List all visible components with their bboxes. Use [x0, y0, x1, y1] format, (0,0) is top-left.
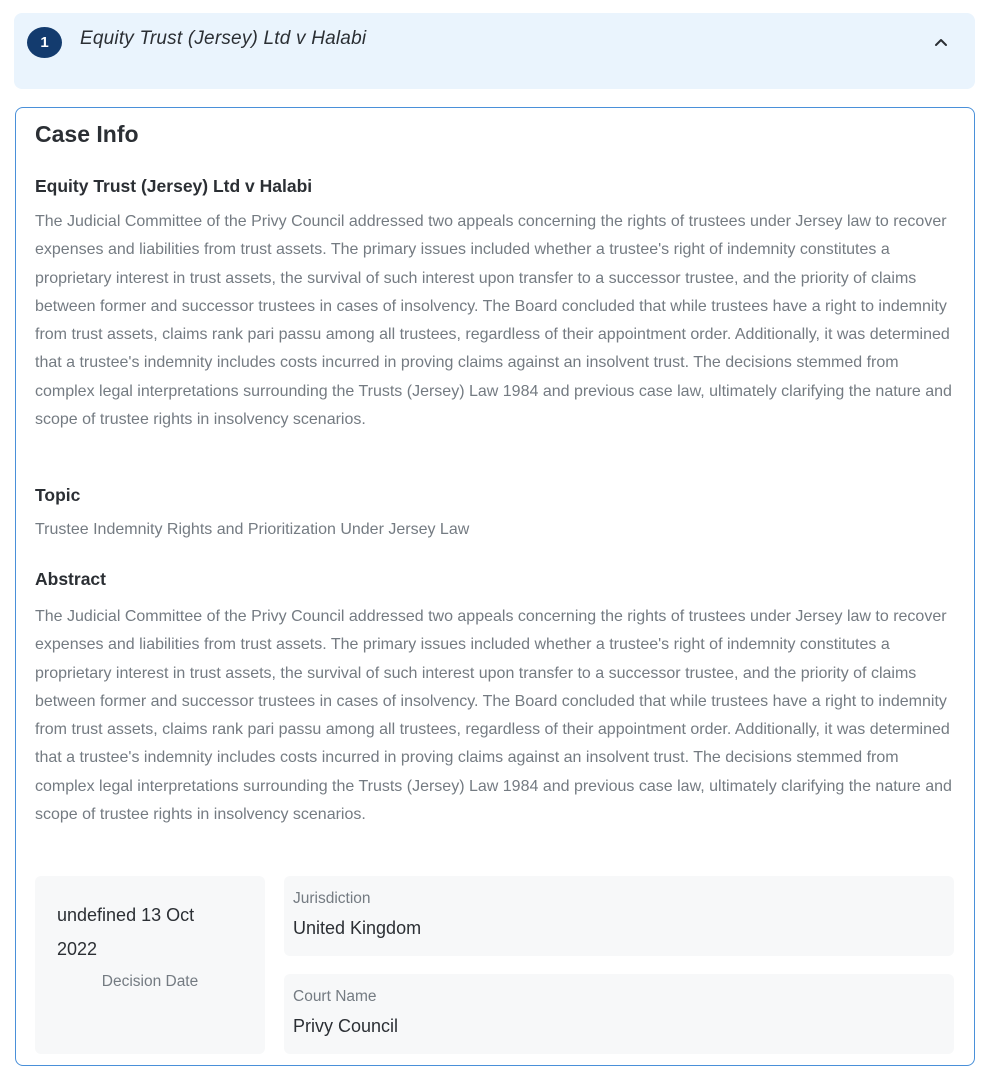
court-name-value: Privy Council: [293, 1016, 399, 1036]
accordion-title: Equity Trust (Jersey) Ltd v Halabi: [80, 28, 367, 49]
topic-heading: Topic: [35, 485, 81, 505]
jurisdiction-value: United Kingdom: [293, 918, 422, 938]
decision-date-label: Decision Date: [101, 973, 199, 990]
decision-date-box: [35, 876, 265, 1054]
decision-date-value: undefined 13 Oct 2022: [57, 905, 195, 959]
case-info-card: [15, 107, 975, 1066]
card-title: Case Info: [35, 121, 139, 147]
jurisdiction-label: Jurisdiction: [293, 890, 371, 907]
jurisdiction-box: [284, 876, 954, 956]
case-name: Equity Trust (Jersey) Ltd v Halabi: [35, 176, 313, 196]
case-number-badge: 1: [27, 27, 62, 58]
case-summary: The Judicial Committee of the Privy Council addressed two appeals concerning the rights of trustees under Jersey law to recover expenses and liabilities from trust assets. The primary issues included whether a trustee's right of indemnity constitutes a proprietary interest in trust assets, the survival of such interest upon transfer to a successor trustee, and the priority of claims between former and successor trustees in cases of insolvency. The Board concluded that while trustees have a right to indemnity from trust assets, claims rank pari passu among all trustees, regardless of their appointment order. Additionally, it was determined that a trustee's indemnity includes costs incurred in proving claims against an insolvent trust. The decisions stemmed from complex legal interpretations surrounding the Trusts (Jersey) Law 1984 and previous case law, ultimately clarifying the nature and scope of trustee rights in insolvency scenarios.: [35, 213, 952, 429]
abstract-heading: Abstract: [35, 569, 106, 589]
topic-value: Trustee Indemnity Rights and Prioritization Under Jersey Law: [35, 521, 470, 538]
court-name-box: [284, 974, 954, 1054]
case-accordion-header[interactable]: [14, 13, 975, 89]
court-name-label: Court Name: [293, 988, 377, 1005]
chevron-up-icon[interactable]: [931, 32, 951, 52]
abstract-text: The Judicial Committee of the Privy Council addressed two appeals concerning the rights of trustees under Jersey law to recover expenses and liabilities from trust assets. The primary issues included whether a trustee's right of indemnity constitutes a proprietary interest in trust assets, the survival of such interest upon transfer to a successor trustee, and the priority of claims between former and successor trustees in cases of insolvency. The Board concluded that while trustees have a right to indemnity from trust assets, claims rank pari passu among all trustees, regardless of their appointment order. Additionally, it was determined that a trustee's indemnity includes costs incurred in proving claims against an insolvent trust. The decisions stemmed from complex legal interpretations surrounding the Trusts (Jersey) Law 1984 and previous case law, ultimately clarifying the nature and scope of trustee rights in insolvency scenarios.: [35, 608, 952, 824]
